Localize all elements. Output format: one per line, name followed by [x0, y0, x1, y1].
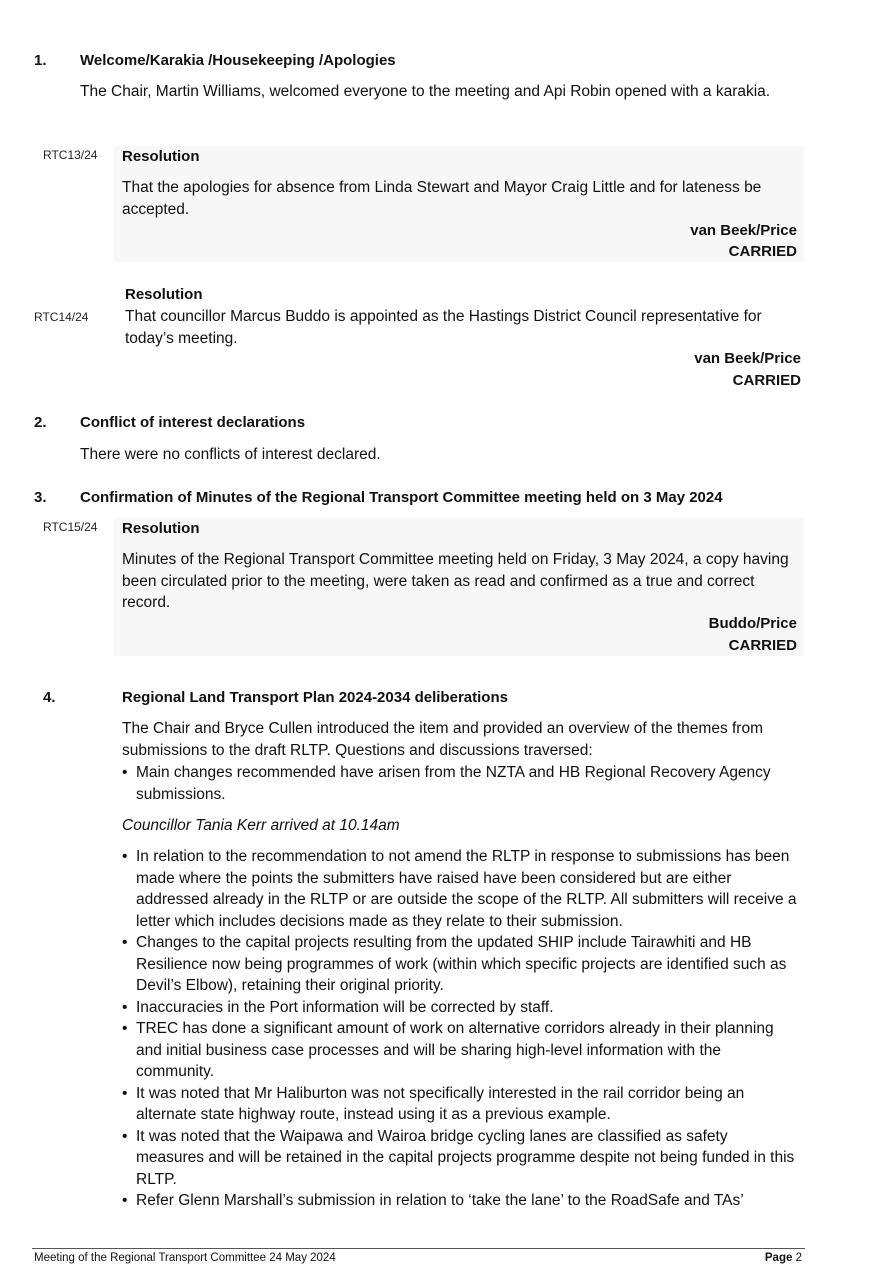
resolution-text-rtc13: That the apologies for absence from Linda Stewart and Mayor Craig Little and for lateness be accepted. [122, 179, 762, 218]
resolution-text-rtc15: Minutes of the Regional Transport Committee meeting held on Friday, 3 May 2024, a copy having been circulated prior to the meeting, were taken as read and confirmed as a true and correct record. [122, 551, 789, 611]
item-2-text: There were no conflicts of interest declared. [80, 446, 381, 463]
resolution-text-rtc14: That councillor Marcus Buddo is appointed as the Hastings District Council representative for today’s meeting. [125, 308, 762, 347]
item-2-heading: Conflict of interest declarations [80, 414, 306, 431]
item-4-heading: Regional Land Transport Plan 2024-2034 deliberations [122, 689, 508, 706]
item-4-note: Councillor Tania Kerr arrived at 10.14am [122, 817, 400, 834]
item-1-text: The Chair, Martin Williams, welcomed everyone to the meeting and Api Robin opened with a karakia. [80, 83, 771, 100]
list-item: • Inaccuracies in the Port information will be corrected by staff. [122, 997, 798, 1019]
resolution-status-rtc14: CARRIED [732, 372, 801, 389]
resolution-code-rtc15: RTC15/24 [43, 520, 98, 534]
resolution-status-rtc15: CARRIED [728, 637, 797, 654]
footer-page-label: Page [764, 1252, 793, 1264]
list-item: • TREC has done a significant amount of work on alternative corridors already in their planning and initial business case processes and will be sharing high-level information with the community. [122, 1018, 798, 1083]
resolution-status-rtc13: CARRIED [728, 243, 797, 260]
item-1-heading: Welcome/Karakia /Housekeeping /Apologies [80, 52, 396, 69]
list-item: • Main changes recommended have arisen from the NZTA and HB Regional Recovery Agency submissions. [122, 762, 798, 805]
item-3-number: 3. [34, 489, 47, 506]
item-4-number: 4. [43, 689, 56, 706]
resolution-movers-rtc15: Buddo/Price [708, 615, 797, 632]
resolution-movers-rtc13: van Beek/Price [690, 222, 797, 239]
item-3-heading: Confirmation of Minutes of the Regional Transport Committee meeting held on 3 May 2024 [80, 489, 723, 506]
list-item: • Refer Glenn Marshall’s submission in relation to ‘take the lane’ to the RoadSafe and TAs’ [122, 1190, 798, 1212]
footer-page [740, 1252, 802, 1264]
resolution-title-rtc13: Resolution [122, 148, 200, 165]
item-1-number: 1. [34, 52, 47, 69]
footer-divider [32, 1248, 805, 1249]
item-4-intro: The Chair and Bryce Cullen introduced the item and provided an overview of the themes from submissions to the draft RLTP. Questions and discussions traversed: [122, 720, 764, 759]
item-2-number: 2. [34, 414, 47, 431]
resolution-title-rtc14: Resolution [125, 286, 203, 303]
resolution-movers-rtc14: van Beek/Price [694, 350, 801, 367]
resolution-title-rtc15: Resolution [122, 520, 200, 537]
resolution-code-rtc13: RTC13/24 [43, 148, 98, 162]
list-item: • Changes to the capital projects resulting from the updated SHIP include Tairawhiti and HB Resilience now being programmes of work (within which specific projects are identified such as Devil’s Elbow), retaining their original priority. [122, 932, 798, 997]
item-4-bullets-a [122, 762, 798, 805]
footer-page-number: 2 [795, 1252, 802, 1264]
list-item: • It was noted that Mr Haliburton was not specifically interested in the rail corridor being an alternate state highway route, instead using it as a previous example. [122, 1083, 798, 1126]
list-item: • It was noted that the Waipawa and Wairoa bridge cycling lanes are classified as safety measures and will be retained in the capital projects programme despite not being funded in this RLTP. [122, 1126, 798, 1191]
list-item: • In relation to the recommendation to not amend the RLTP in response to submissions has been made where the points the submitters have raised have been considered but are either addressed already in the RLTP or are outside the scope of the RLTP. All submitters will receive a letter which includes decisions made as they relate to their submission. [122, 846, 798, 932]
resolution-code-rtc14: RTC14/24 [34, 310, 89, 324]
item-4-bullets-b [122, 846, 798, 1212]
footer-meeting-title: Meeting of the Regional Transport Committee 24 May 2024 [34, 1252, 336, 1264]
